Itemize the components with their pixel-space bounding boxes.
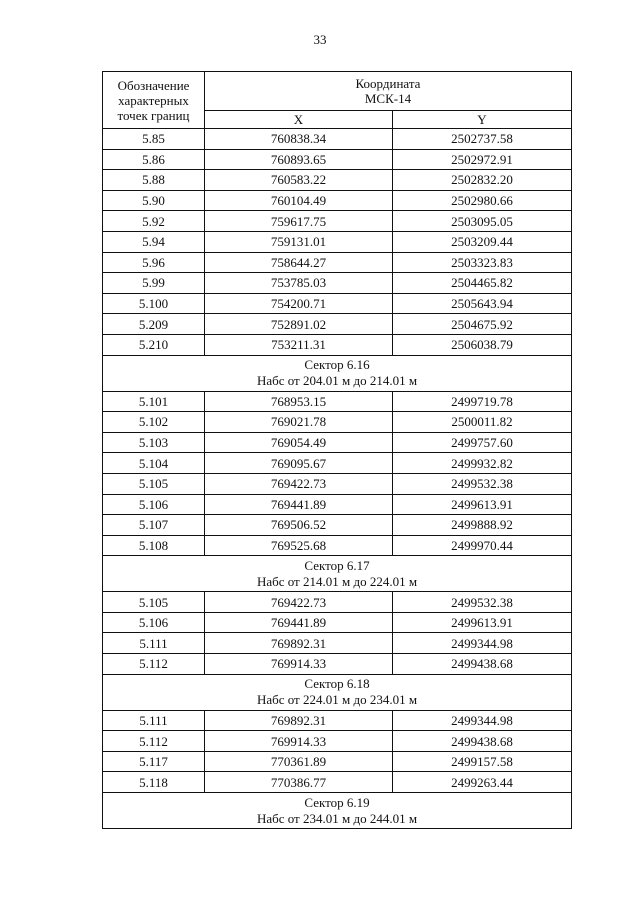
y-coordinate-cell: 2499757.60 (393, 432, 572, 453)
y-coordinate-cell: 2504675.92 (393, 314, 572, 335)
sector-title: Сектор 6.18 (304, 676, 370, 692)
x-coordinate-cell: 760838.34 (205, 129, 393, 150)
y-coordinate-cell: 2502980.66 (393, 190, 572, 211)
x-coordinate-cell: 769441.89 (205, 612, 393, 633)
y-coordinate-cell: 2500011.82 (393, 412, 572, 433)
point-cell: 5.210 (103, 334, 205, 355)
x-coordinate-cell: 760893.65 (205, 149, 393, 170)
x-coordinate-cell: 769422.73 (205, 592, 393, 613)
y-coordinate-cell: 2499532.38 (393, 592, 572, 613)
table-row (103, 453, 572, 474)
point-cell: 5.85 (103, 129, 205, 150)
x-coordinate-cell: 760583.22 (205, 170, 393, 191)
x-coordinate-cell: 769914.33 (205, 731, 393, 752)
x-column-header: X (205, 111, 393, 129)
table-row (103, 149, 572, 170)
y-coordinate-cell: 2499344.98 (393, 633, 572, 654)
sector-row (103, 674, 572, 710)
y-coordinate-cell: 2505643.94 (393, 293, 572, 314)
coordinate-header: Координата МСК-14 (205, 72, 572, 111)
point-cell: 5.86 (103, 149, 205, 170)
table-row (103, 751, 572, 772)
table-row (103, 710, 572, 731)
x-coordinate-cell: 769021.78 (205, 412, 393, 433)
x-coordinate-cell: 758644.27 (205, 252, 393, 273)
coordinates-table (102, 71, 572, 829)
x-coordinate-cell: 770386.77 (205, 772, 393, 793)
point-cell: 5.90 (103, 190, 205, 211)
y-coordinate-cell: 2503323.83 (393, 252, 572, 273)
sector-row (103, 793, 572, 829)
table-row (103, 412, 572, 433)
x-coordinate-cell: 753211.31 (205, 334, 393, 355)
point-cell: 5.112 (103, 731, 205, 752)
y-coordinate-cell: 2503209.44 (393, 231, 572, 252)
x-coordinate-cell: 754200.71 (205, 293, 393, 314)
table-row (103, 129, 572, 150)
sector-title: Сектор 6.17 (304, 557, 370, 573)
point-cell: 5.111 (103, 710, 205, 731)
sector-title: Сектор 6.19 (304, 794, 370, 810)
y-coordinate-cell: 2499438.68 (393, 731, 572, 752)
y-coordinate-cell: 2499344.98 (393, 710, 572, 731)
y-column-header: Y (393, 111, 572, 129)
y-coordinate-cell: 2503095.05 (393, 211, 572, 232)
table-row (103, 612, 572, 633)
y-coordinate-cell: 2499157.58 (393, 751, 572, 772)
sector-height-range: Набс от 234.01 м до 244.01 м (256, 810, 418, 826)
point-cell: 5.107 (103, 515, 205, 536)
sector-cell (103, 355, 572, 391)
point-cell: 5.100 (103, 293, 205, 314)
point-cell: 5.118 (103, 772, 205, 793)
x-coordinate-cell: 753785.03 (205, 273, 393, 294)
table-body (103, 129, 572, 829)
x-coordinate-cell: 760104.49 (205, 190, 393, 211)
sector-title: Сектор 6.16 (304, 357, 370, 373)
table-row (103, 391, 572, 412)
x-coordinate-cell: 759617.75 (205, 211, 393, 232)
x-coordinate-cell: 769892.31 (205, 633, 393, 654)
point-cell: 5.99 (103, 273, 205, 294)
table-row (103, 252, 572, 273)
table-row (103, 654, 572, 675)
x-coordinate-cell: 769095.67 (205, 453, 393, 474)
point-cell: 5.92 (103, 211, 205, 232)
point-cell: 5.105 (103, 592, 205, 613)
y-coordinate-cell: 2499613.91 (393, 612, 572, 633)
table-row (103, 731, 572, 752)
y-coordinate-cell: 2499888.92 (393, 515, 572, 536)
y-coordinate-cell: 2499263.44 (393, 772, 572, 793)
sector-height-range: Набс от 224.01 м до 234.01 м (256, 692, 418, 708)
table-row (103, 211, 572, 232)
sector-cell (103, 793, 572, 829)
x-coordinate-cell: 769506.52 (205, 515, 393, 536)
y-coordinate-cell: 2504465.82 (393, 273, 572, 294)
x-coordinate-cell: 770361.89 (205, 751, 393, 772)
x-coordinate-cell: 769422.73 (205, 473, 393, 494)
table-row (103, 293, 572, 314)
table-row (103, 314, 572, 335)
y-coordinate-cell: 2502737.58 (393, 129, 572, 150)
table-row (103, 535, 572, 556)
table-row (103, 633, 572, 654)
point-cell: 5.102 (103, 412, 205, 433)
point-cell: 5.111 (103, 633, 205, 654)
x-coordinate-cell: 769441.89 (205, 494, 393, 515)
x-coordinate-cell: 752891.02 (205, 314, 393, 335)
y-coordinate-cell: 2499532.38 (393, 473, 572, 494)
point-cell: 5.103 (103, 432, 205, 453)
point-cell: 5.106 (103, 612, 205, 633)
y-coordinate-cell: 2502972.91 (393, 149, 572, 170)
table-row (103, 494, 572, 515)
point-cell: 5.106 (103, 494, 205, 515)
sector-height-range: Набс от 204.01 м до 214.01 м (256, 373, 418, 389)
point-cell: 5.96 (103, 252, 205, 273)
point-cell: 5.104 (103, 453, 205, 474)
table-row (103, 273, 572, 294)
point-cell: 5.108 (103, 535, 205, 556)
table-row (103, 592, 572, 613)
y-coordinate-cell: 2499613.91 (393, 494, 572, 515)
sector-row (103, 355, 572, 391)
table-row (103, 334, 572, 355)
sector-cell (103, 674, 572, 710)
page-number: 33 (313, 32, 327, 47)
y-coordinate-cell: 2499438.68 (393, 654, 572, 675)
point-cell: 5.94 (103, 231, 205, 252)
table-row (103, 432, 572, 453)
table-row (103, 231, 572, 252)
x-coordinate-cell: 769525.68 (205, 535, 393, 556)
point-cell: 5.209 (103, 314, 205, 335)
point-cell: 5.101 (103, 391, 205, 412)
sector-cell (103, 556, 572, 592)
table-row (103, 515, 572, 536)
x-coordinate-cell: 769892.31 (205, 710, 393, 731)
point-column-header: Обозначение характерных точек границ (103, 72, 205, 129)
point-cell: 5.105 (103, 473, 205, 494)
y-coordinate-cell: 2499970.44 (393, 535, 572, 556)
point-cell: 5.112 (103, 654, 205, 675)
sector-row (103, 556, 572, 592)
y-coordinate-cell: 2499719.78 (393, 391, 572, 412)
y-coordinate-cell: 2502832.20 (393, 170, 572, 191)
y-coordinate-cell: 2499932.82 (393, 453, 572, 474)
x-coordinate-cell: 769914.33 (205, 654, 393, 675)
y-coordinate-cell: 2506038.79 (393, 334, 572, 355)
table-row (103, 190, 572, 211)
x-coordinate-cell: 759131.01 (205, 231, 393, 252)
point-cell: 5.117 (103, 751, 205, 772)
table-row (103, 473, 572, 494)
table-row (103, 170, 572, 191)
x-coordinate-cell: 768953.15 (205, 391, 393, 412)
point-cell: 5.88 (103, 170, 205, 191)
table-row (103, 772, 572, 793)
x-coordinate-cell: 769054.49 (205, 432, 393, 453)
sector-height-range: Набс от 214.01 м до 224.01 м (256, 573, 418, 589)
